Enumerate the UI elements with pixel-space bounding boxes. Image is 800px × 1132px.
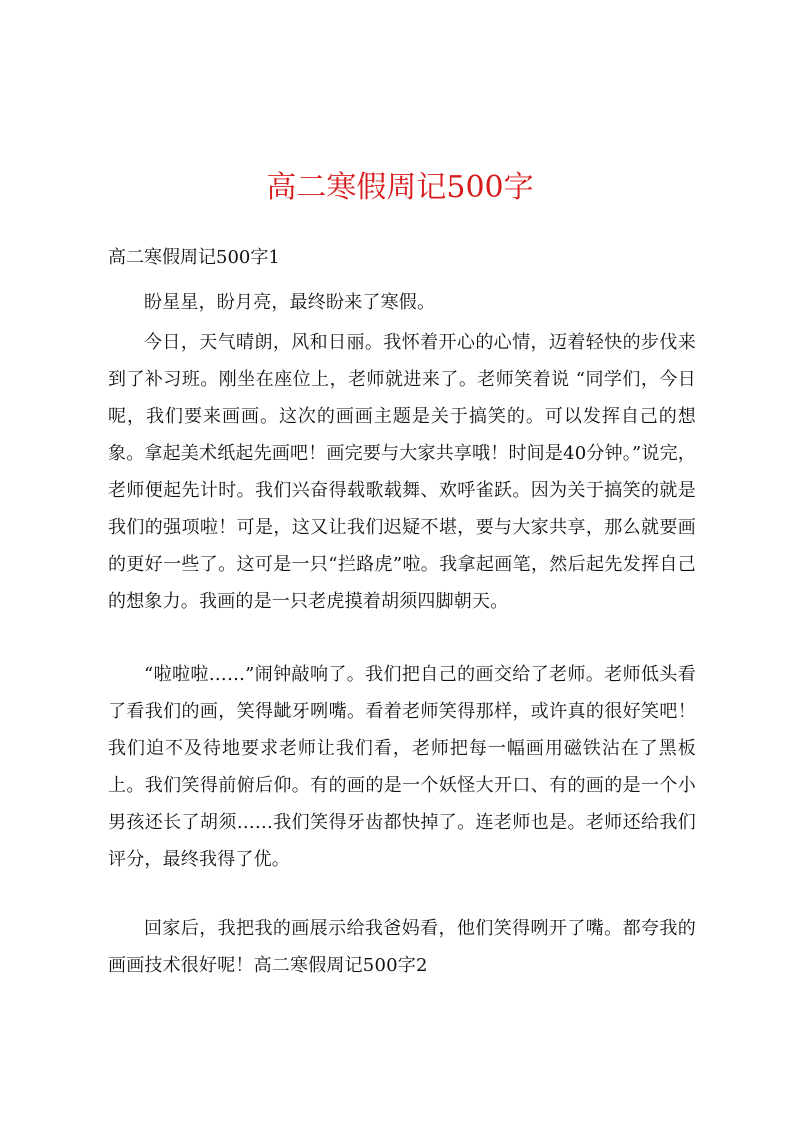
section-heading: 高二寒假周记500字1	[108, 247, 280, 268]
paragraph: 回家后，我把我的画展示给我爸妈看，他们笑得咧开了嘴。都夸我的画画技术很好呢！高二寒假周记500字2	[108, 918, 696, 976]
paragraph: 今日，天气晴朗，风和日丽。我怀着开心的心情，迈着轻快的步伐来到了补习班。刚坐在座位上，老师就进来了。老师笑着说 “同学们，今日呢，我们要来画画。这次的画画主题是关于搞笑的。可以发挥自己的想象。拿起美术纸起先画吧！画完要与大家共享哦！时间是40分钟。”说完，老师便起先计时。我们兴奋得载歌载舞、欢呼雀跃。因为关于搞笑的就是我们的强项啦！可是，这又让我们迟疑不堪，要与大家共享，那么就要画的更好一些了。这可是一只“拦路虎”啦。我拿起画笔，然后起先发挥自己的想象力。我画的是一只老虎摸着胡须四脚朝天。	[108, 332, 696, 612]
paragraph: “啦啦啦……”闹钟敲响了。我们把自己的画交给了老师。老师低头看了看我们的画，笑得龇牙咧嘴。看着老师笑得那样，或许真的很好笑吧！我们迫不及待地要求老师让我们看，老师把每一幅画用磁铁沾在了黑板上。我们笑得前俯后仰。有的画的是一个妖怪大开口、有的画的是一个小男孩还长了胡须……我们笑得牙齿都快掉了。连老师也是。老师还给我们评分，最终我得了优。	[108, 664, 696, 870]
paragraph: 盼星星，盼月亮，最终盼来了寒假。	[144, 292, 436, 313]
document-title: 高二寒假周记500字	[266, 170, 534, 205]
